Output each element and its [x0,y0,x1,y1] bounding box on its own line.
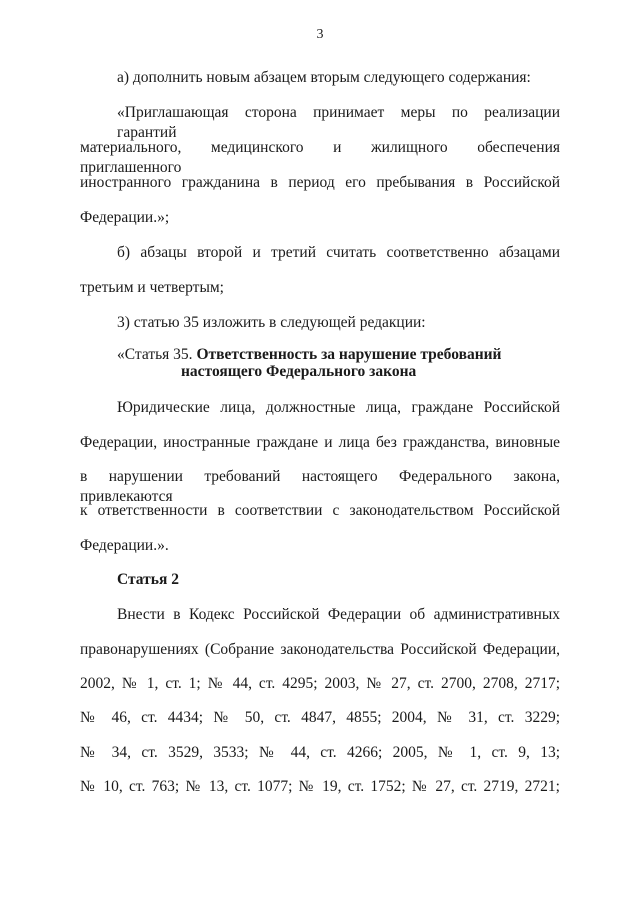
article-35-body-line-2: Федерации, иностранные граждане и лица без гражданства, виновные [80,434,560,451]
article-2-heading: Статья 2 [117,571,179,588]
quote-paragraph-line-4: Федерации.»; [80,209,170,226]
quote-paragraph-line-2: материального, медицинского и жилищного обеспечения приглашенного [80,139,560,176]
article-35-body-line-1: Юридические лица, должностные лица, граждане Российской [117,399,560,416]
article-2-body-line-2: правонарушениях (Собрание законодательства Российской Федерации, [80,641,560,658]
article-35-body-line-3: в нарушении требований настоящего Федерального закона, привлекаются [80,468,560,505]
article-35-title-line-2: настоящего Федерального закона [181,363,417,380]
item-3-line: 3) статью 35 изложить в следующей редакции: [117,314,426,331]
paragraph-b-line-2: третьим и четвертым; [80,279,224,296]
article-2-body-line-5: № 34, ст. 3529, 3533; № 44, ст. 4266; 2005, № 1, ст. 9, 13; [80,744,560,761]
article-35-title-line-1: Ответственность за нарушение требований [196,346,502,363]
article-35-body-line-4: к ответственности в соответствии с законодательством Российской [80,502,560,519]
quote-paragraph-line-3: иностранного гражданина в период его пребывания в Российской [80,174,560,191]
article-35-body-line-5: Федерации.». [80,537,169,554]
article-35-prefix: «Статья 35. [117,346,193,363]
article-2-body-line-4: № 46, ст. 4434; № 50, ст. 4847, 4855; 2004, № 31, ст. 3229; [80,709,560,726]
paragraph-b-line-1: б) абзацы второй и третий считать соответственно абзацами [117,244,560,261]
article-2-body-line-3: 2002, № 1, ст. 1; № 44, ст. 4295; 2003, № 27, ст. 2700, 2708, 2717; [80,675,560,692]
paragraph-a-line: а) дополнить новым абзацем вторым следующего содержания: [117,69,531,86]
quote-paragraph-line-1: «Приглашающая сторона принимает меры по реализации гарантий [117,104,560,141]
article-2-body-line-6: № 10, ст. 763; № 13, ст. 1077; № 19, ст. 1752; № 27, ст. 2719, 2721; [80,778,560,795]
article-2-body-line-1: Внести в Кодекс Российской Федерации об административных [117,606,560,623]
page-number: 3 [316,27,324,42]
